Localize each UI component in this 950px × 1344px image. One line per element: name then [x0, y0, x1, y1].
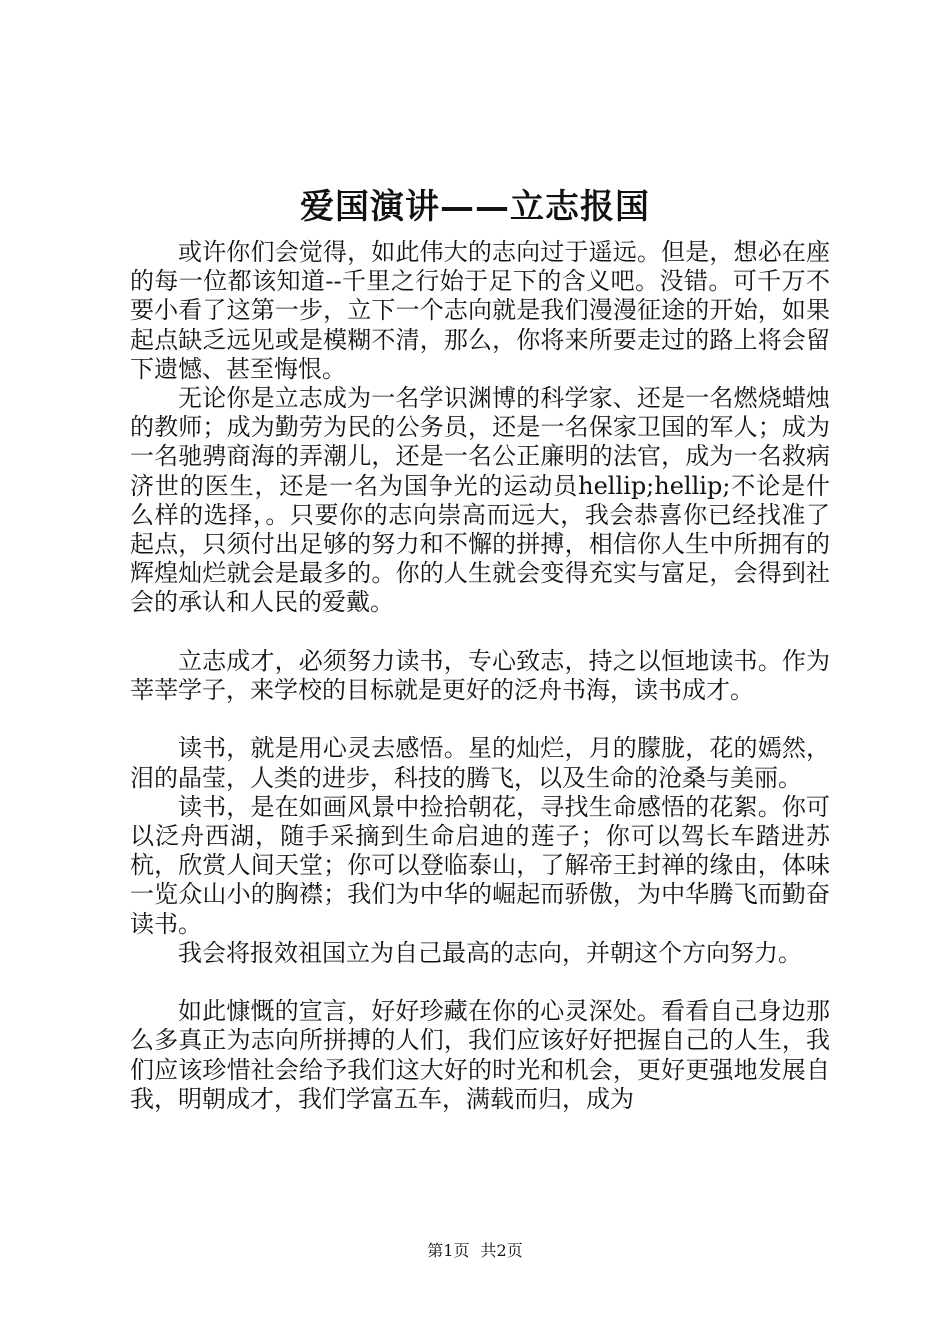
paragraph-6: 我会将报效祖国立为自己最高的志向，并朝这个方向努力。	[178, 938, 802, 967]
page-footer	[0, 1240, 950, 1262]
document-body	[130, 238, 830, 1114]
paragraph-3: 立志成才，必须努力读书，专心致志，持之以恒地读书。作为莘莘学子，来学校的目标就是更好的泛舟书海，读书成才。	[130, 646, 830, 705]
paragraph-2: 无论你是立志成为一名学识渊博的科学家、还是一名燃烧蜡烛的教师；成为勤劳为民的公务员，还是一名保家卫国的军人；成为一名驰骋商海的弄潮儿，还是一名公正廉明的法官，成为一名救病济世的医生，还是一名为国争光的运动员hellip;hellip;不论是什么样的选择，。只要你的志向崇高而远大，我会恭喜你已经找准了起点，只须付出足够的努力和不懈的拼搏，相信你人生中所拥有的辉煌灿烂就会是最多的。你的人生就会变得充实与富足，会得到社会的承认和人民的爱戴。	[130, 384, 830, 617]
paragraph-5: 读书，是在如画风景中捡拾朝花，寻找生命感悟的花絮。你可以泛舟西湖，随手采摘到生命启迪的莲子；你可以驾长车踏进苏杭，欣赏人间天堂；你可以登临泰山，了解帝王封禅的缘由，体味一览众山小的胸襟；我们为中华的崛起而骄傲，为中华腾飞而勤奋读书。	[130, 792, 830, 938]
document-title: 爱国演讲——立志报国	[300, 187, 650, 227]
page-number-total: 共2页	[480, 1241, 523, 1260]
paragraph-4: 读书，就是用心灵去感悟。星的灿烂，月的朦胧，花的嫣然，泪的晶莹，人类的进步，科技的腾飞，以及生命的沧桑与美丽。	[130, 734, 830, 792]
paragraph-7: 如此慷慨的宣言，好好珍藏在你的心灵深处。看看自己身边那么多真正为志向所拼搏的人们，我们应该好好把握自己的人生，我们应该珍惜社会给予我们这大好的时光和机会，更好更强地发展自我，明朝成才，我们学富五车，满载而归，成为	[130, 997, 830, 1113]
page-number-current: 第1页	[427, 1241, 470, 1260]
paragraph-1: 或许你们会觉得，如此伟大的志向过于遥远。但是，想必在座的每一位都该知道--千里之行始于足下的含义吧。没错。可千万不要小看了这第一步，立下一个志向就是我们漫漫征途的开始，如果起点缺乏远见或是模糊不清，那么，你将来所要走过的路上将会留下遗憾、甚至悔恨。	[130, 238, 830, 383]
